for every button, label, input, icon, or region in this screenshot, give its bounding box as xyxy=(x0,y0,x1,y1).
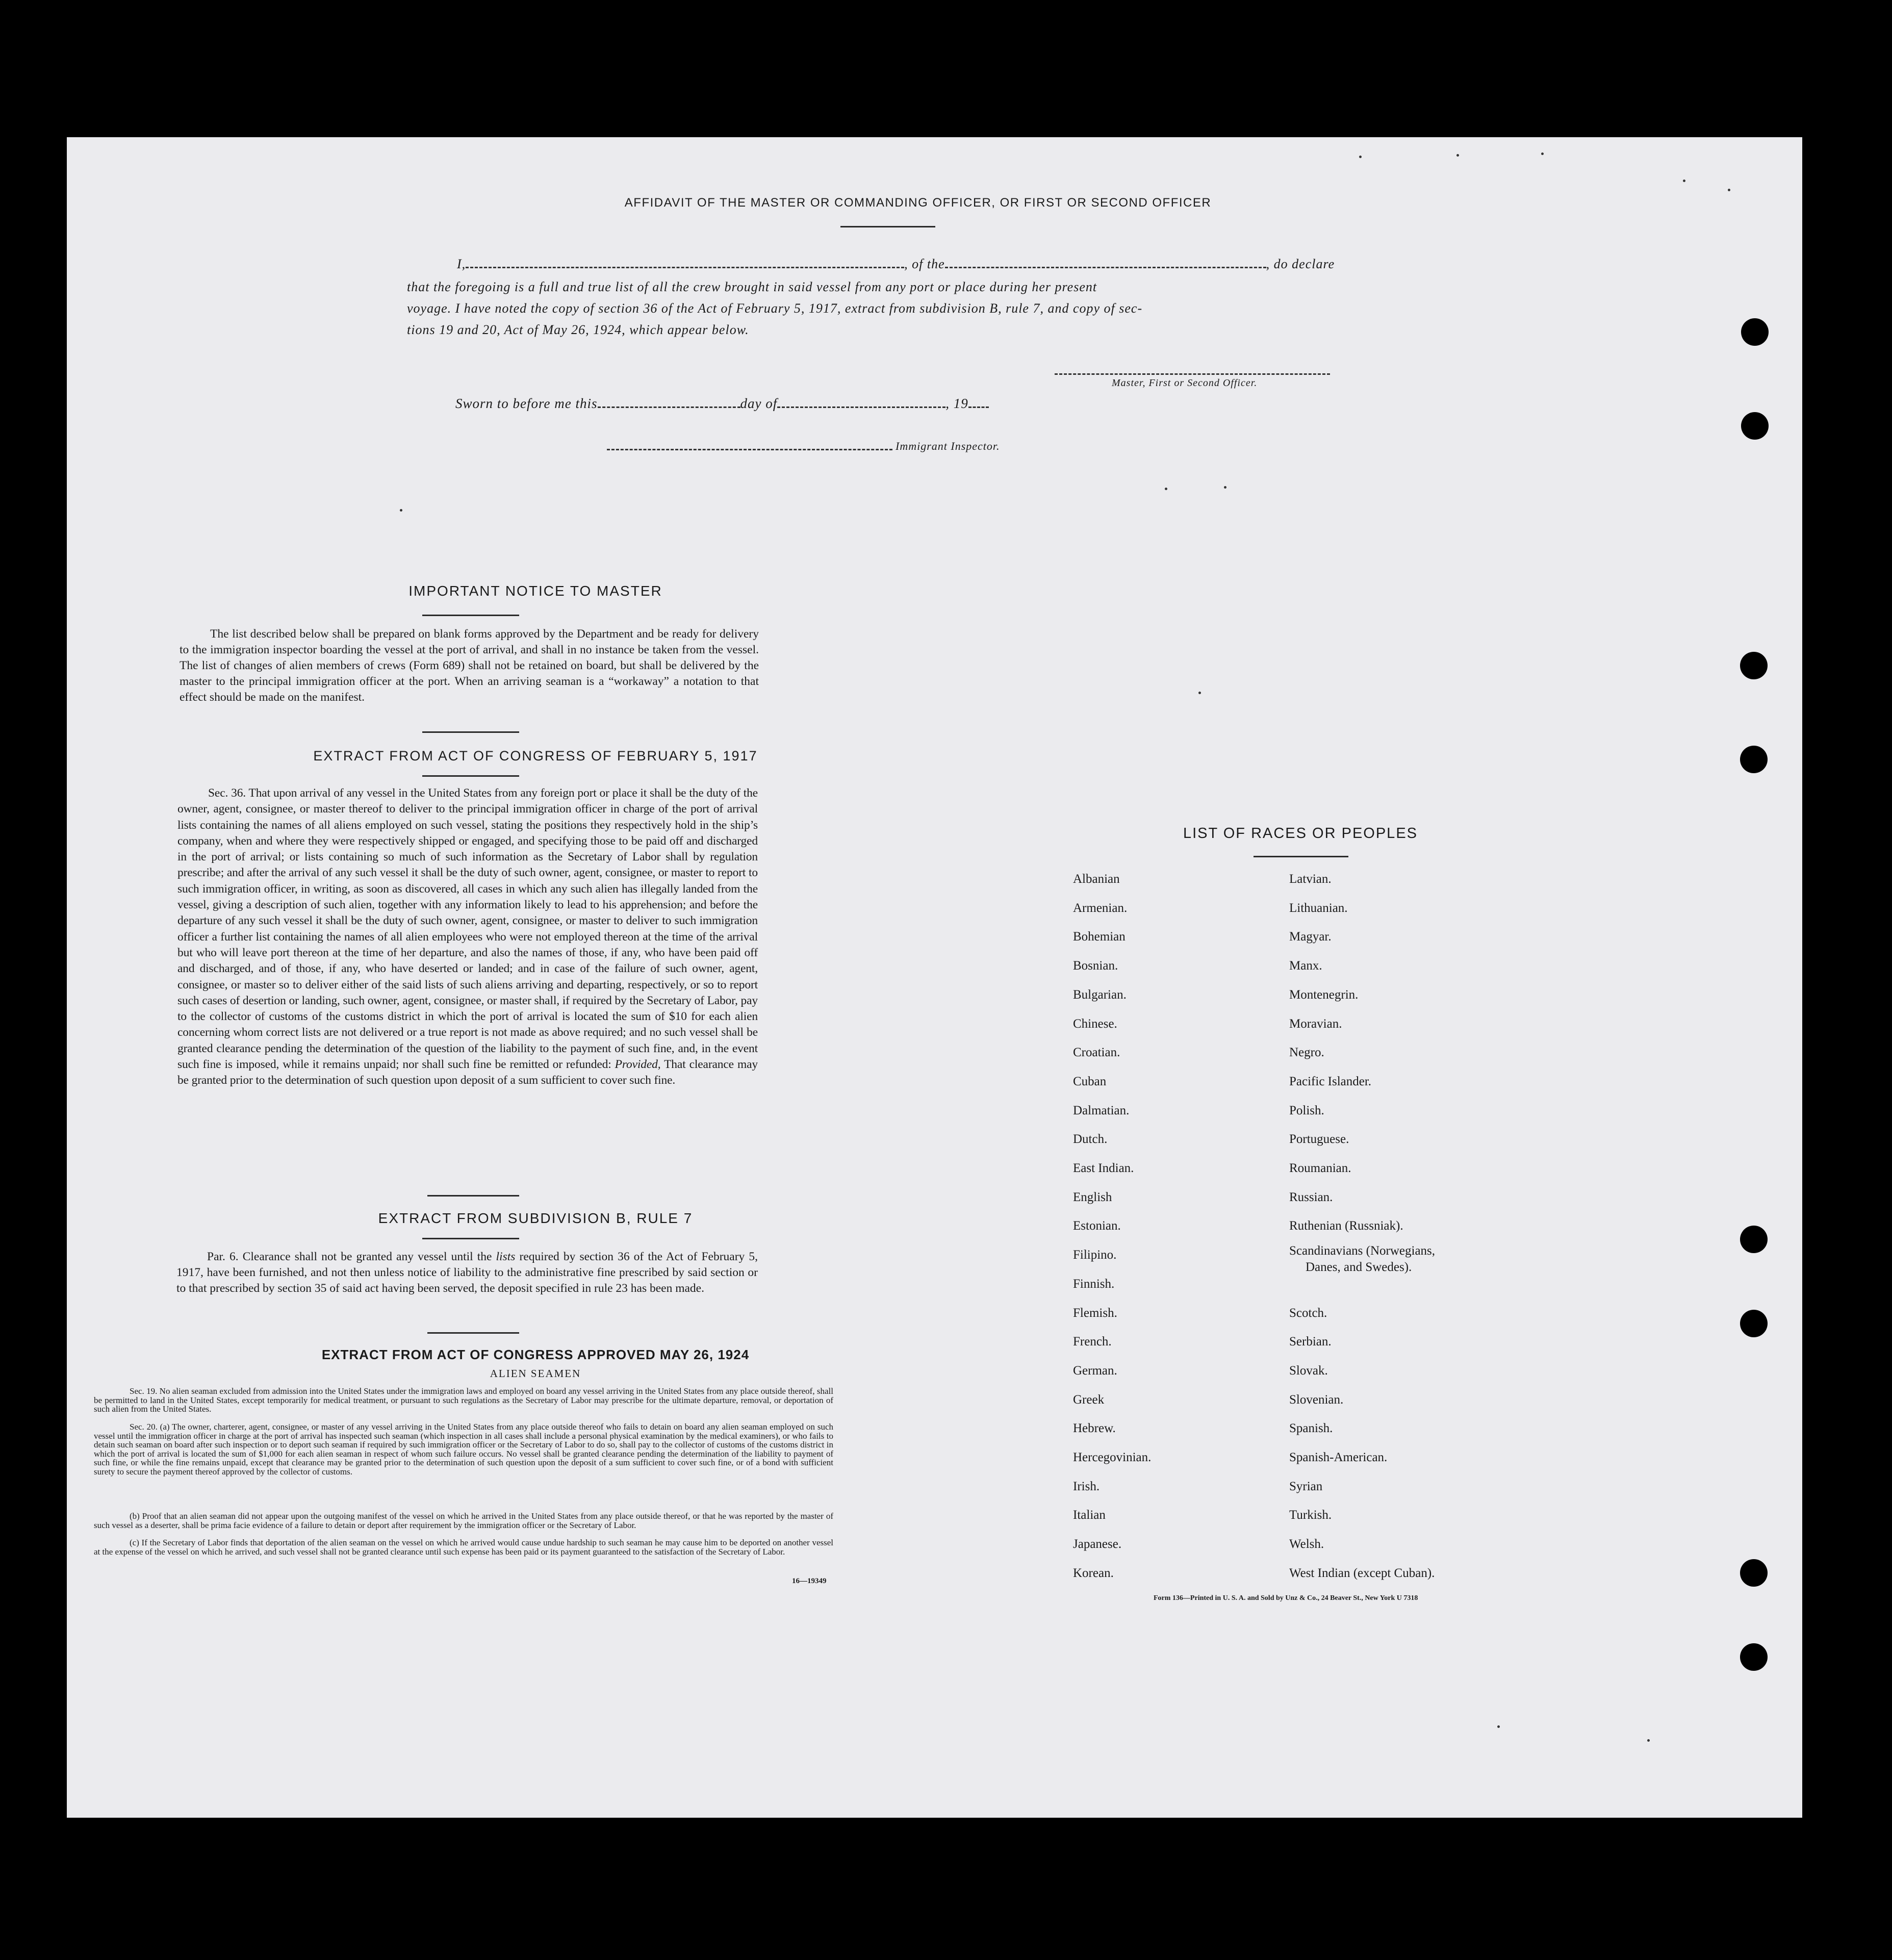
race-item: Manx. xyxy=(1289,959,1322,973)
race-item: Welsh. xyxy=(1289,1537,1324,1551)
speck xyxy=(400,509,402,512)
sworn-b: day of xyxy=(740,396,778,411)
speck xyxy=(1165,488,1167,490)
race-item: Greek xyxy=(1073,1392,1105,1407)
race-item: Filipino. xyxy=(1073,1248,1117,1262)
race-item: Chinese. xyxy=(1073,1016,1117,1031)
affidavit-line2: that the foregoing is a full and true list of all the crew brought in said vessel from any port or place during her present xyxy=(407,279,1097,294)
race-item: East Indian. xyxy=(1073,1161,1134,1175)
speck xyxy=(1224,486,1226,489)
affidavit-line1-a: I, xyxy=(457,257,466,271)
notice-title: IMPORTANT NOTICE TO MASTER xyxy=(408,583,662,599)
extract-1917-text: That upon arrival of any vessel in the United States from any foreign port or place it shall be the duty of the owner, agent, consignee, or master thereof to deliver to the principal immigration officer in charge of the port of arrival lists containing the names of all aliens employed on such vessel, stating the positions they respectively hold in the ship’s company, when and where they were respectively shipped or engaged, and specifying those to be paid off and discharged in the port of arrival; or lists containing so much of such information as the Secretary of Labor shall by regulation prescribe; and after the arrival of any such vessel it shall be the duty of such owner, agent, consignee, or master to report to such immigration officer, in writing, as soon as discovered, all cases in which any such alien has illegally landed from the vessel, giving a description of such alien, together with any information likely to lead to his apprehension; and before the departure of any such vessel it shall be the duty of such owner, agent, consignee, or master to deliver to such immigration officer a further list containing the names of all alien employees who were not employed thereon at the time of the arrival but who will leave port thereon at the time of her departure, and also the names of those, if any, who have been paid off and discharged, and of those, if any, who have deserted or landed; and in case of the failure of such owner, agent, consignee, or master so to deliver either of the said lists of such aliens arriving and departing, respectively, or so to report such cases of desertion or landing, such owner, agent, consignee, or master shall, if required by the Secretary of Labor, pay to the collector of customs of the customs district in which the port of arrival is located the sum of $10 for each alien concerning whom correct lists are not delivered or a true report is not made as above required; and no such vessel shall be granted clearance pending the determination of the question of the liability to the payment of such fine, and, in the event such fine is imposed, while it remains unpaid; nor shall such fine be remitted or refunded: xyxy=(177,786,758,1072)
month-blank xyxy=(777,406,945,408)
binder-hole xyxy=(1740,1643,1768,1671)
speck xyxy=(1198,692,1201,694)
race-item: Cuban xyxy=(1073,1074,1107,1088)
race-item: Korean. xyxy=(1073,1566,1114,1580)
affidavit-line3: voyage. I have noted the copy of section 36 of the Act of February 5, 1917, extract from subdivision B, rule 7, and copy of sec- xyxy=(407,301,1143,316)
binder-hole xyxy=(1740,1310,1768,1337)
race-item: Pacific Islander. xyxy=(1289,1074,1372,1088)
race-item: Negro. xyxy=(1289,1046,1324,1060)
speck xyxy=(1497,1725,1500,1728)
race-item: Japanese. xyxy=(1073,1537,1122,1551)
race-item: Scotch. xyxy=(1289,1306,1327,1320)
extract-1924-title: EXTRACT FROM ACT OF CONGRESS APPROVED MAY 26, 1924 xyxy=(321,1347,750,1362)
extract-1917-tail: That clearance may be granted prior to the determination of such question upon deposit of a sum sufficient to cover such fine. xyxy=(177,1058,758,1087)
race-item: Syrian xyxy=(1289,1479,1323,1493)
race-item: Russian. xyxy=(1289,1190,1333,1204)
year-blank xyxy=(968,406,989,408)
race-item: Dutch. xyxy=(1073,1132,1108,1147)
speck xyxy=(1456,154,1459,157)
extract-1924-sec19: Sec. 19. No alien seaman excluded from admission into the United States under the immigration laws and employed on board any vessel arriving in the United States from any place outside thereof, shall be permitted to land in the United States, except temporarily for medical treatment, or pursuant to such regulations as the Secretary of Labor may prescribe for the ultimate departure, removal, or deportation of such alien from the United States. xyxy=(94,1386,833,1414)
sworn-c: , 19 xyxy=(945,396,968,411)
races-title: LIST OF RACES OR PEOPLES xyxy=(1183,825,1418,842)
race-item: Turkish. xyxy=(1289,1508,1332,1522)
race-item: Spanish. xyxy=(1289,1421,1333,1436)
speck xyxy=(1728,189,1730,191)
race-item: Moravian. xyxy=(1289,1016,1342,1031)
extract-1917-sec: Sec. 36. xyxy=(208,786,246,800)
sworn-line xyxy=(455,396,989,412)
race-item: Scandinavians (Norwegians, xyxy=(1289,1244,1436,1258)
rule7-par: Par. 6. xyxy=(207,1250,239,1263)
form-footer: Form 136—Printed in U. S. A. and Sold by Unz & Co., 24 Beaver St., New York U 7318 xyxy=(1154,1594,1418,1602)
extract-1917-title: EXTRACT FROM ACT OF CONGRESS OF FEBRUARY 5, 1917 xyxy=(313,748,758,763)
binder-hole xyxy=(1741,318,1769,346)
race-item: Dalmatian. xyxy=(1073,1103,1130,1117)
master-label: Master, First or Second Officer. xyxy=(1112,377,1258,389)
inspector-signature-line xyxy=(607,449,892,450)
affidavit-line1 xyxy=(457,257,1335,272)
affidavit-line1-c: , do declare xyxy=(1266,257,1335,271)
race-item: Irish. xyxy=(1073,1479,1100,1493)
divider xyxy=(1254,856,1348,857)
race-item: Armenian. xyxy=(1073,901,1128,915)
race-item: Latvian. xyxy=(1289,872,1332,886)
rule7-text-b: required by section 36 of the Act of February 5, 1917, have been furnished, and not then unless notice of liability to the administrative fine prescribed by said section or to that prescribed by section 35 of said act having been served, the deposit specified in rule 23 has been made. xyxy=(176,1250,758,1295)
binder-hole xyxy=(1740,1559,1768,1587)
rule7-body xyxy=(176,1249,758,1296)
race-item: German. xyxy=(1073,1363,1117,1378)
affidavit-line4: tions 19 and 20, Act of May 26, 1924, which appear below. xyxy=(407,322,749,337)
race-item: Italian xyxy=(1073,1508,1106,1522)
race-item: Slovenian. xyxy=(1289,1392,1344,1407)
race-item: French. xyxy=(1073,1335,1112,1349)
binder-hole xyxy=(1740,746,1768,773)
race-item: Bulgarian. xyxy=(1073,987,1127,1002)
extract-1924-sec20b: (b) Proof that an alien seaman did not appear upon the outgoing manifest of the vessel on which he arrived in the United States from any place outside thereof, or that he was reported by the master of such vessel as a deserter, shall be prima facie evidence of a failure to detain or deport after requirement by the immigration officer or the Secretary of Labor. xyxy=(94,1511,833,1530)
sworn-a: Sworn to before me this xyxy=(455,396,598,411)
master-signature-line xyxy=(1055,373,1330,375)
race-item: Portuguese. xyxy=(1289,1132,1349,1147)
notice-body: The list described below shall be prepared on blank forms approved by the Department and be ready for delivery to the immigration inspector boarding the vessel at the port of arrival, and shall in no instance be taken from the vessel. The list of changes of alien members of crews (Form 689) shall not be retained on board, but shall be delivered by the master to the principal immigration officer at the port. When an arriving seaman is a “workaway” a notation to that effect should be made on the manifest. xyxy=(180,627,759,704)
divider xyxy=(427,1332,519,1334)
vessel-blank xyxy=(945,267,1266,268)
rule7-text-a: Clearance shall not be granted any vessel until the xyxy=(242,1250,492,1263)
race-item: English xyxy=(1073,1190,1112,1204)
race-item: Albanian xyxy=(1073,872,1120,886)
race-item: Serbian. xyxy=(1289,1335,1332,1349)
race-item: Lithuanian. xyxy=(1289,901,1348,915)
race-item: Hercegovinian. xyxy=(1073,1450,1152,1464)
race-item: Flemish. xyxy=(1073,1306,1117,1320)
rule7-lists: lists xyxy=(496,1250,516,1263)
divider xyxy=(422,775,519,777)
speck xyxy=(1541,152,1544,155)
race-item: Danes, and Swedes). xyxy=(1306,1260,1412,1275)
speck xyxy=(1647,1739,1650,1742)
extract-1924-subtitle: ALIEN SEAMEN xyxy=(490,1367,581,1380)
extract-1924-sec20c: (c) If the Secretary of Labor finds that deportation of the alien seaman on the vessel on which he arrived would cause undue hardship to such seaman he may cause him to be deported on another vessel at the expense of the vessel on which he arrived, and such vessel shall not be granted clearance until such expense has been paid or its payment guaranteed to the satisfaction of the Secretary of Labor. xyxy=(94,1538,833,1557)
race-item: Spanish-American. xyxy=(1289,1450,1388,1464)
binder-hole xyxy=(1740,1226,1768,1253)
inspector-label: Immigrant Inspector. xyxy=(896,440,1000,452)
affidavit-line1-b: , of the xyxy=(904,257,945,271)
rule7-title: EXTRACT FROM SUBDIVISION B, RULE 7 xyxy=(378,1210,693,1226)
divider xyxy=(840,226,935,227)
speck xyxy=(1359,156,1362,158)
binder-hole xyxy=(1741,412,1769,440)
race-item: Hebrew. xyxy=(1073,1421,1116,1436)
name-blank xyxy=(466,267,904,268)
race-item: Magyar. xyxy=(1289,930,1332,944)
race-item: West Indian (except Cuban). xyxy=(1289,1566,1435,1580)
affidavit-title: AFFIDAVIT OF THE MASTER OR COMMANDING OFFICER, OR FIRST OR SECOND OFFICER xyxy=(624,196,1212,210)
extract-1924-sec20a: Sec. 20. (a) The owner, charterer, agent, consignee, or master of any vessel arriving in the United States from any place outside thereof who fails to detain on board any alien seaman employed on such vessel until the immigration officer in charge at the port of arrival has inspected such seaman (which inspection in all cases shall include a personal physical examination by the medical examiners), or who fails to detain such seaman on board after such inspection or to deport such seaman if required by such immigration officer or the Secretary of Labor to do so, shall pay to the collector of customs of the customs district in which the port of arrival is located the sum of $1,000 for each alien seaman in respect of whom such failure occurs. No vessel shall be granted clearance pending the determination of the liability to payment of such fine, or while the fine remains unpaid, except that clearance may be granted prior to the determination of such question upon the deposit of a sum sufficient to cover such fine, or of a bond with sufficient surety to secure the payment thereof approved by the collector of customs. xyxy=(94,1422,833,1477)
race-item: Slovak. xyxy=(1289,1363,1328,1378)
race-item: Polish. xyxy=(1289,1103,1324,1117)
divider xyxy=(427,1195,519,1197)
divider xyxy=(422,615,519,616)
race-item: Montenegrin. xyxy=(1289,987,1359,1002)
binder-hole xyxy=(1740,652,1768,679)
extract-1917-provided: Provided, xyxy=(615,1058,661,1072)
speck xyxy=(1683,180,1685,182)
race-item: Bohemian xyxy=(1073,930,1126,944)
race-item: Roumanian. xyxy=(1289,1161,1351,1175)
day-blank xyxy=(598,406,740,408)
divider xyxy=(422,731,519,733)
extract-1917-body xyxy=(177,785,758,1089)
race-item: Bosnian. xyxy=(1073,959,1118,973)
race-item: Croatian. xyxy=(1073,1046,1120,1060)
race-item: Finnish. xyxy=(1073,1277,1115,1291)
race-item: Ruthenian (Russniak). xyxy=(1289,1219,1403,1233)
divider xyxy=(422,1238,519,1239)
race-item: Estonian. xyxy=(1073,1219,1121,1233)
form-code: 16—19349 xyxy=(792,1577,827,1585)
